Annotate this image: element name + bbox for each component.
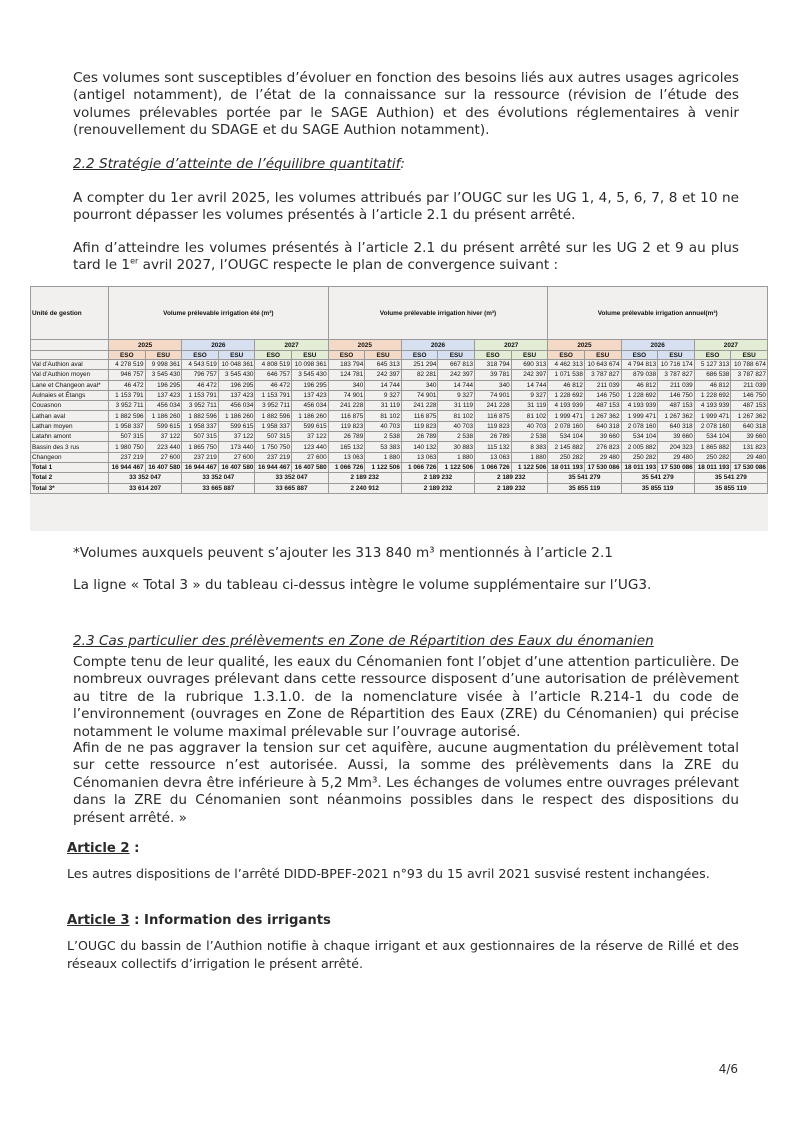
note-total-3: La ligne « Total 3 » du tableau ci-dessus intègre le volume supplémentaire sur l’UG3.	[73, 577, 652, 593]
table-cell: 1 958 337	[255, 421, 292, 431]
table-cell: 667 813	[438, 360, 475, 370]
table-cell: 1 122 506	[438, 462, 475, 472]
table-cell: 123 440	[292, 442, 329, 452]
row-label: Lane et Changeon aval*	[31, 380, 109, 390]
table-cell: 137 423	[218, 390, 255, 400]
table-cell: 3 952 711	[182, 401, 219, 411]
table-cell: 10 048 361	[218, 360, 255, 370]
table-cell: 1 999 471	[621, 411, 658, 421]
sub-header: ESO	[475, 351, 512, 360]
year-header: 2026	[182, 340, 255, 351]
table-cell: 686 538	[694, 370, 731, 380]
table-cell: 46 472	[182, 380, 219, 390]
table-cell: 5 127 313	[694, 360, 731, 370]
row-label: Total 1	[31, 462, 109, 472]
sub-header: ESO	[182, 351, 219, 360]
table-cell: 137 423	[145, 390, 182, 400]
table-cell: 1 999 471	[548, 411, 585, 421]
table-cell: 10 643 674	[584, 360, 621, 370]
article-2-title: Article 2 :	[67, 841, 140, 856]
table-cell: 1 999 471	[694, 411, 731, 421]
table-cell: 487 153	[658, 401, 695, 411]
table-cell: 1 750 750	[255, 442, 292, 452]
table-cell: 640 318	[584, 421, 621, 431]
table-cell: 640 318	[658, 421, 695, 431]
table-cell: 1 066 726	[328, 462, 365, 472]
table-cell: 3 787 827	[584, 370, 621, 380]
group-header: Volume prélevable irrigation annuel(m³)	[548, 287, 768, 340]
sub-header: ESO	[255, 351, 292, 360]
table-cell: 4 193 939	[621, 401, 658, 411]
table-cell: 4 794 813	[621, 360, 658, 370]
year-header: 2026	[401, 340, 474, 351]
table-row	[31, 462, 768, 472]
sub-header: ESO	[548, 351, 585, 360]
table-cell: 16 407 580	[218, 462, 255, 472]
table-row-total3	[31, 483, 768, 493]
table-cell: 340	[328, 380, 365, 390]
table-row-total2	[31, 473, 768, 483]
table-cell: 13 063	[401, 452, 438, 462]
table-cell: 1 958 337	[109, 421, 146, 431]
table-cell: 74 901	[328, 390, 365, 400]
table-cell: 196 295	[218, 380, 255, 390]
table-cell: 26 789	[475, 432, 512, 442]
table-cell: 4 193 939	[694, 401, 731, 411]
table-row	[31, 421, 768, 431]
table-cell: 1 880	[511, 452, 548, 462]
table-cell: 690 313	[511, 360, 548, 370]
table-cell: 116 875	[328, 411, 365, 421]
table-cell: 456 034	[292, 401, 329, 411]
table-cell: 81 102	[511, 411, 548, 421]
table-cell: 31 119	[365, 401, 402, 411]
table-cell: 1 882 596	[255, 411, 292, 421]
table-cell: 507 315	[255, 432, 292, 442]
table-cell: 3 952 711	[255, 401, 292, 411]
table-cell: 53 383	[365, 442, 402, 452]
intro-paragraph: Ces volumes sont susceptibles d’évoluer en fonction des besoins liés aux autres usages agricoles (antigel notamment), de l’état de la connaissance sur la ressource (révision de l’étude des volumes prélevables portée par le SAGE Authion) et des évolutions réglementaires à venir (renouvellement du SDAGE et du SAGE Authion notamment).	[73, 70, 739, 139]
table-cell: 33 352 047	[255, 473, 328, 483]
table-cell: 2 078 160	[621, 421, 658, 431]
table-cell: 27 600	[292, 452, 329, 462]
table-cell: 39 781	[475, 370, 512, 380]
table-cell: 211 039	[584, 380, 621, 390]
table-cell: 242 397	[438, 370, 475, 380]
table-cell: 879 038	[621, 370, 658, 380]
table-cell: 146 750	[731, 390, 768, 400]
table-cell: 33 352 047	[109, 473, 182, 483]
table-cell: 2 189 232	[475, 483, 548, 493]
table-cell: 3 787 827	[658, 370, 695, 380]
table-cell: 46 472	[255, 380, 292, 390]
year-header: 2025	[548, 340, 621, 351]
table-cell: 599 615	[218, 421, 255, 431]
table-cell: 1 186 260	[292, 411, 329, 421]
table-cell: 1 880	[438, 452, 475, 462]
table-cell: 9 327	[365, 390, 402, 400]
article-2-text: Les autres dispositions de l’arrêté DIDD-BPEF-2021 n°93 du 15 avril 2021 susvisé restent inchangées.	[67, 866, 710, 881]
table-cell: 4 543 519	[182, 360, 219, 370]
table-cell: 1 122 506	[365, 462, 402, 472]
table-cell: 237 219	[182, 452, 219, 462]
table-cell: 3 787 827	[731, 370, 768, 380]
table-cell: 250 282	[621, 452, 658, 462]
table-cell: 4 193 939	[548, 401, 585, 411]
table-cell: 13 063	[328, 452, 365, 462]
table-cell: 29 480	[584, 452, 621, 462]
table-cell: 3 952 711	[109, 401, 146, 411]
table-cell: 35 855 119	[694, 483, 767, 493]
table-cell: 8 383	[511, 442, 548, 452]
table-cell: 534 104	[694, 432, 731, 442]
table-cell: 119 823	[401, 421, 438, 431]
table-row	[31, 442, 768, 452]
unit-header: Unité de gestion	[31, 287, 109, 340]
table-row	[31, 370, 768, 380]
table-cell: 9 327	[438, 390, 475, 400]
table-cell: 2 005 882	[621, 442, 658, 452]
table-cell: 39 660	[658, 432, 695, 442]
table-cell: 17 530 086	[658, 462, 695, 472]
table-cell: 241 228	[328, 401, 365, 411]
sub-header: ESU	[658, 351, 695, 360]
table-cell: 31 119	[438, 401, 475, 411]
table-cell: 646 757	[255, 370, 292, 380]
table-cell: 242 397	[365, 370, 402, 380]
table-cell: 116 875	[475, 411, 512, 421]
row-label: Bassin des 3 rus	[31, 442, 109, 452]
page-number: 4/6	[718, 1062, 738, 1076]
table-cell: 29 480	[658, 452, 695, 462]
table-cell: 242 397	[511, 370, 548, 380]
table-cell: 318 794	[475, 360, 512, 370]
table-cell: 1 186 260	[218, 411, 255, 421]
table-cell: 17 530 086	[731, 462, 768, 472]
table-cell: 1 153 791	[255, 390, 292, 400]
table-cell: 81 102	[365, 411, 402, 421]
row-label: Changeon	[31, 452, 109, 462]
table-cell: 35 541 279	[694, 473, 767, 483]
table-row	[31, 411, 768, 421]
table-cell: 534 104	[621, 432, 658, 442]
sub-header: ESU	[292, 351, 329, 360]
table-cell: 16 944 467	[182, 462, 219, 472]
table-cell: 9 998 361	[145, 360, 182, 370]
sub-header: ESU	[438, 351, 475, 360]
section-2-3-paragraph-2: Afin de ne pas aggraver la tension sur cet aquifère, aucune augmentation du prélèvement total sur cette ressource n’est autorisée. Aussi, la somme des prélèvements dans la ZRE du Cénomanien devra être inférieure à 5,2 Mm³. Les échanges de volumes entre ouvrages prélevant dans la ZRE du Cénomanien sont néanmoins possibles dans le respect des dispositions du présent arrêté. »	[73, 740, 739, 826]
sub-header: ESU	[511, 351, 548, 360]
table-cell: 1 880	[365, 452, 402, 462]
table-cell: 18 011 193	[548, 462, 585, 472]
table-cell: 31 119	[511, 401, 548, 411]
table-cell: 40 703	[511, 421, 548, 431]
year-header: 2025	[109, 340, 182, 351]
row-label: Couasnon	[31, 401, 109, 411]
table-header-row	[31, 287, 768, 340]
sub-header: ESO	[109, 351, 146, 360]
table-cell: 2 189 232	[401, 473, 474, 483]
table-cell: 2 538	[511, 432, 548, 442]
table-cell: 4 278 519	[109, 360, 146, 370]
table-cell: 1 228 692	[694, 390, 731, 400]
table-sub-row	[31, 351, 768, 360]
table-cell: 35 855 119	[621, 483, 694, 493]
table-cell: 46 812	[621, 380, 658, 390]
table-cell: 456 034	[145, 401, 182, 411]
table-cell: 33 665 887	[255, 483, 328, 493]
row-label: Lathan moyen	[31, 421, 109, 431]
row-label: Val d’Authion aval	[31, 360, 109, 370]
table-cell: 173 440	[218, 442, 255, 452]
table-cell: 10 788 674	[731, 360, 768, 370]
sub-header: ESO	[694, 351, 731, 360]
convergence-table	[30, 286, 768, 494]
table-cell: 1 865 882	[694, 442, 731, 452]
table-cell: 40 703	[438, 421, 475, 431]
table-cell: 2 538	[438, 432, 475, 442]
row-label: Latahn amont	[31, 432, 109, 442]
table-cell: 74 901	[475, 390, 512, 400]
table-cell: 946 757	[109, 370, 146, 380]
table-cell: 196 295	[292, 380, 329, 390]
table-row	[31, 360, 768, 370]
table-cell: 1 882 596	[109, 411, 146, 421]
table-cell: 534 104	[548, 432, 585, 442]
table-cell: 33 614 207	[109, 483, 182, 493]
table-cell: 14 744	[511, 380, 548, 390]
table-cell: 119 823	[475, 421, 512, 431]
year-header: 2026	[621, 340, 694, 351]
table-cell: 2 189 232	[401, 483, 474, 493]
table-row	[31, 390, 768, 400]
table-cell: 599 615	[145, 421, 182, 431]
table-cell: 37 122	[292, 432, 329, 442]
article-3-title: Article 3 : Information des irrigants	[67, 913, 331, 928]
group-header: Volume prélevable irrigation été (m³)	[109, 287, 329, 340]
table-cell: 17 530 086	[584, 462, 621, 472]
table-cell: 223 440	[145, 442, 182, 452]
sub-header: ESU	[365, 351, 402, 360]
table-cell: 3 545 430	[292, 370, 329, 380]
table-cell: 1 865 750	[182, 442, 219, 452]
table-cell: 250 282	[548, 452, 585, 462]
table-cell: 10 098 361	[292, 360, 329, 370]
section-2-2-paragraph-2: Afin d’atteindre les volumes présentés à l’article 2.1 du présent arrêté sur les UG 2 et 9 au plus tard le 1er avril 2027, l’OUGC respecte le plan de convergence suivant :	[73, 240, 739, 274]
table-cell: 46 812	[694, 380, 731, 390]
table-cell: 13 063	[475, 452, 512, 462]
table-cell: 46 472	[109, 380, 146, 390]
section-2-2-heading: 2.2 Stratégie d’atteinte de l’équilibre quantitatif:	[73, 156, 406, 172]
sub-header: ESO	[328, 351, 365, 360]
table-row	[31, 452, 768, 462]
table-cell: 3 545 430	[145, 370, 182, 380]
year-header: 2027	[255, 340, 328, 351]
table-cell: 237 219	[109, 452, 146, 462]
group-header: Volume prélevable irrigation hiver (m³)	[328, 287, 548, 340]
table-cell: 30 883	[438, 442, 475, 452]
sub-spacer	[31, 351, 109, 360]
table-row	[31, 432, 768, 442]
table-cell: 16 407 580	[145, 462, 182, 472]
table-cell: 1 186 260	[145, 411, 182, 421]
table-cell: 1 267 362	[584, 411, 621, 421]
year-header: 2027	[694, 340, 767, 351]
table-cell: 14 744	[365, 380, 402, 390]
table-cell: 26 789	[401, 432, 438, 442]
table-cell: 251 294	[401, 360, 438, 370]
table-cell: 237 219	[255, 452, 292, 462]
table-cell: 1 882 596	[182, 411, 219, 421]
table-cell: 146 750	[584, 390, 621, 400]
table-cell: 507 315	[109, 432, 146, 442]
sub-header: ESO	[621, 351, 658, 360]
table-cell: 40 703	[365, 421, 402, 431]
table-cell: 1 122 506	[511, 462, 548, 472]
table-row	[31, 401, 768, 411]
table-cell: 250 282	[694, 452, 731, 462]
section-2-3-heading: 2.3 Cas particulier des prélèvements en Zone de Répartition des Eaux du énomanien	[73, 633, 654, 649]
table-cell: 796 757	[182, 370, 219, 380]
row-label: Total 2	[31, 473, 109, 483]
table-cell: 1 228 692	[548, 390, 585, 400]
table-cell: 27 600	[218, 452, 255, 462]
table-cell: 645 313	[365, 360, 402, 370]
table-cell: 124 781	[328, 370, 365, 380]
table-cell: 1 958 337	[182, 421, 219, 431]
article-3-text: L’OUGC du bassin de l’Authion notifie à chaque irrigant et aux gestionnaires de la réserve de Rillé et des réseaux collectifs d’irrigation le présent arrêté.	[67, 938, 739, 971]
sub-header: ESU	[145, 351, 182, 360]
table-cell: 35 541 279	[621, 473, 694, 483]
table-cell: 204 323	[658, 442, 695, 452]
table-cell: 1 071 538	[548, 370, 585, 380]
row-label: Lathan aval	[31, 411, 109, 421]
table-cell: 37 122	[218, 432, 255, 442]
table-cell: 14 744	[438, 380, 475, 390]
note-star: *Volumes auxquels peuvent s’ajouter les 313 840 m³ mentionnés à l’article 2.1	[73, 545, 613, 561]
table-cell: 1 066 726	[401, 462, 438, 472]
table-cell: 16 407 580	[292, 462, 329, 472]
table-cell: 487 153	[731, 401, 768, 411]
convergence-table-scan	[30, 286, 768, 531]
table-cell: 10 716 174	[658, 360, 695, 370]
table-cell: 27 600	[145, 452, 182, 462]
table-cell: 340	[401, 380, 438, 390]
table-cell: 4 808 519	[255, 360, 292, 370]
year-header: 2025	[328, 340, 401, 351]
section-2-3-paragraph-1: Compte tenu de leur qualité, les eaux du Cénomanien font l’objet d’une attention particulière. De nombreux ouvrages prélevant dans cette ressource disposent d’une autorisation de prélèvement au titre de la rubrique 1.3.1.0. de la nomenclature visée à l’article R.214-1 du code de l’environnement (ouvrages en Zone de Répartition des Eaux (ZRE) du Cénomanien) qui précise notamment le volume maximal prélevable sur l’ouvrage autorisé.	[73, 654, 739, 740]
table-cell: 241 228	[475, 401, 512, 411]
table-cell: 2 189 232	[475, 473, 548, 483]
table-cell: 18 011 193	[694, 462, 731, 472]
table-cell: 131 823	[731, 442, 768, 452]
table-cell: 3 545 430	[218, 370, 255, 380]
table-row	[31, 380, 768, 390]
table-cell: 1 267 362	[658, 411, 695, 421]
table-cell: 2 538	[365, 432, 402, 442]
table-cell: 599 615	[292, 421, 329, 431]
table-cell: 276 823	[584, 442, 621, 452]
table-cell: 2 189 232	[328, 473, 401, 483]
row-label: Aulnaies et Étangs	[31, 390, 109, 400]
table-cell: 2 145 882	[548, 442, 585, 452]
table-cell: 1 066 726	[475, 462, 512, 472]
table-cell: 35 855 119	[548, 483, 621, 493]
table-cell: 2 078 160	[548, 421, 585, 431]
row-label: Val d’Authion moyen	[31, 370, 109, 380]
table-cell: 183 794	[328, 360, 365, 370]
table-cell: 487 153	[584, 401, 621, 411]
table-cell: 9 327	[511, 390, 548, 400]
table-cell: 1 153 791	[109, 390, 146, 400]
table-cell: 507 315	[182, 432, 219, 442]
table-cell: 640 318	[731, 421, 768, 431]
table-cell: 456 034	[218, 401, 255, 411]
table-cell: 81 102	[438, 411, 475, 421]
table-cell: 46 812	[548, 380, 585, 390]
table-cell: 146 750	[658, 390, 695, 400]
sub-header: ESU	[584, 351, 621, 360]
table-cell: 241 228	[401, 401, 438, 411]
table-cell: 1 980 750	[109, 442, 146, 452]
table-cell: 211 039	[731, 380, 768, 390]
sub-header: ESU	[218, 351, 255, 360]
table-cell: 37 122	[145, 432, 182, 442]
table-cell: 4 462 313	[548, 360, 585, 370]
table-cell: 39 660	[731, 432, 768, 442]
table-cell: 1 228 692	[621, 390, 658, 400]
year-header: 2027	[475, 340, 548, 351]
sub-header: ESO	[401, 351, 438, 360]
table-cell: 340	[475, 380, 512, 390]
table-cell: 16 944 467	[109, 462, 146, 472]
table-cell: 16 944 467	[255, 462, 292, 472]
table-cell: 165 132	[328, 442, 365, 452]
table-cell: 140 132	[401, 442, 438, 452]
table-cell: 211 039	[658, 380, 695, 390]
table-cell: 29 480	[731, 452, 768, 462]
table-cell: 1 267 362	[731, 411, 768, 421]
table-cell: 1 153 791	[182, 390, 219, 400]
table-cell: 116 875	[401, 411, 438, 421]
table-cell: 2 078 160	[694, 421, 731, 431]
table-cell: 196 295	[145, 380, 182, 390]
table-cell: 33 352 047	[182, 473, 255, 483]
table-cell: 33 665 887	[182, 483, 255, 493]
table-cell: 137 423	[292, 390, 329, 400]
table-cell: 115 132	[475, 442, 512, 452]
table-cell: 119 823	[328, 421, 365, 431]
table-cell: 18 011 193	[621, 462, 658, 472]
table-cell: 74 901	[401, 390, 438, 400]
section-2-2-paragraph-1: A compter du 1er avril 2025, les volumes attribués par l’OUGC sur les UG 1, 4, 5, 6, 7, 8 et 10 ne pourront dépasser les volumes présentés à l’article 2.1 du présent arrêté.	[73, 190, 739, 224]
year-spacer	[31, 340, 109, 351]
table-cell: 26 789	[328, 432, 365, 442]
table-cell: 35 541 279	[548, 473, 621, 483]
table-cell: 39 660	[584, 432, 621, 442]
table-year-row	[31, 340, 768, 351]
table-cell: 82 281	[401, 370, 438, 380]
row-label: Total 3*	[31, 483, 109, 493]
sub-header: ESU	[731, 351, 768, 360]
table-cell: 2 240 912	[328, 483, 401, 493]
